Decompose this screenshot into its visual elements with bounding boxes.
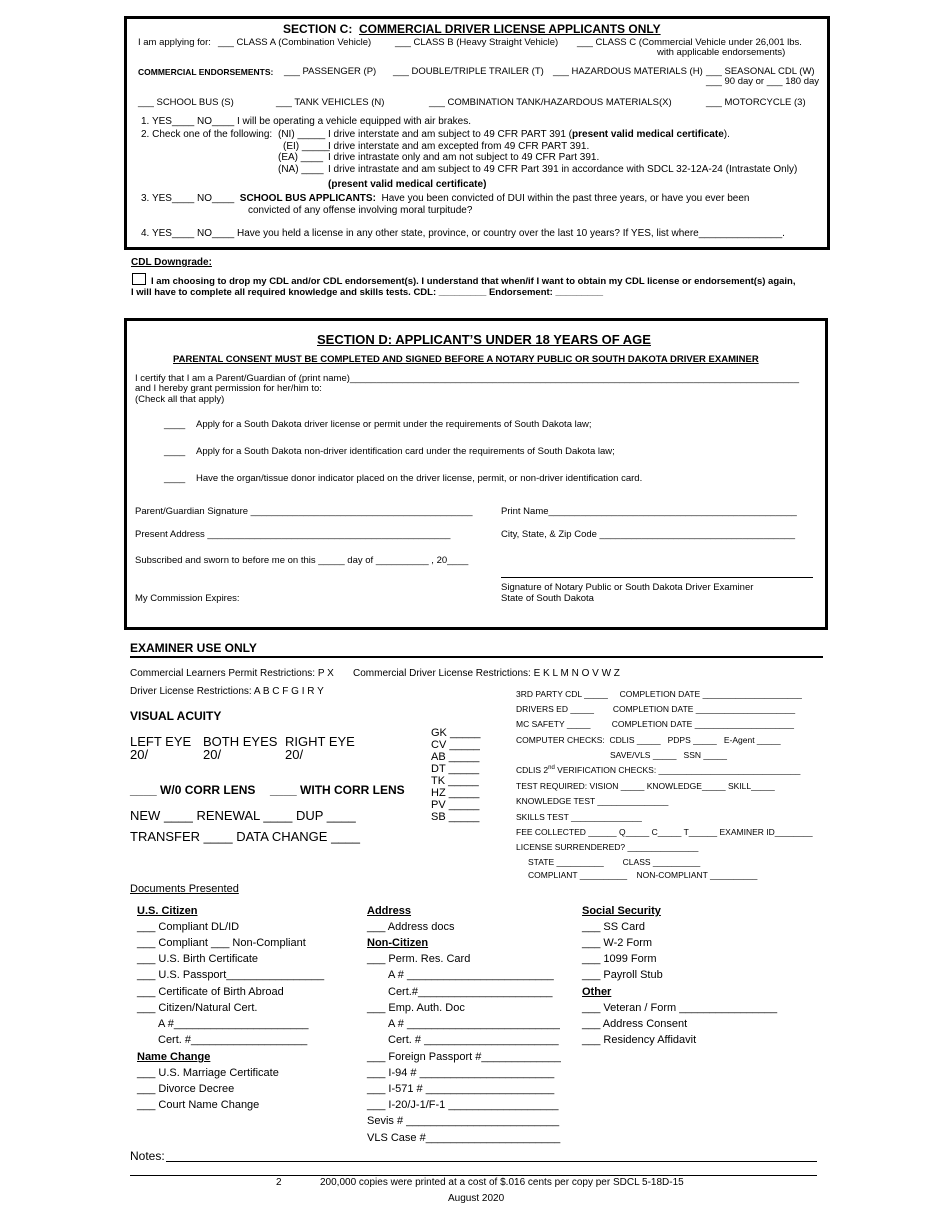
parent-signature-field[interactable]: Parent/Guardian Signature __________________________________________ <box>135 506 473 517</box>
medical-ea-code[interactable]: (EA) ____ <box>278 152 324 163</box>
non-citizen-item[interactable]: ___ Emp. Auth. Doc <box>367 1002 465 1014</box>
cdl-downgrade-title: CDL Downgrade: <box>131 257 212 268</box>
printing-cost-note: 200,000 copies were printed at a cost of $.016 cents per copy per SDCL 5-18D-15 <box>320 1177 684 1188</box>
us-citizen-item[interactable]: Cert. #___________________ <box>158 1034 308 1046</box>
check-all-line: (Check all that apply) <box>135 394 225 405</box>
endorsement-code[interactable]: AB _____ <box>431 751 480 763</box>
social-security-title: Social Security <box>582 905 661 917</box>
us-citizen-item[interactable]: ___ U.S. Passport________________ <box>137 969 325 981</box>
us-citizen-item[interactable]: ___ Certificate of Birth Abroad <box>137 986 284 998</box>
name-change-item[interactable]: ___ Court Name Change <box>137 1099 260 1111</box>
other-item[interactable]: ___ Address Consent <box>582 1018 688 1030</box>
endorsement-code[interactable]: PV _____ <box>431 799 480 811</box>
fee-collected[interactable]: FEE COLLECTED ______ Q_____ C_____ T______ EXAMINER ID________ <box>516 827 813 837</box>
endorsement-code[interactable]: HZ _____ <box>431 787 480 799</box>
consent-option-2-blank[interactable]: ____ <box>164 446 186 457</box>
social-security-item[interactable]: ___ 1099 Form <box>582 953 657 965</box>
endorsement-code[interactable]: CV _____ <box>431 739 480 751</box>
us-citizen-item[interactable]: ___ Citizen/Natural Cert. <box>137 1002 258 1014</box>
us-citizen-item[interactable]: ___ Compliant ___ Non-Compliant <box>137 937 306 949</box>
knowledge-test[interactable]: KNOWLEDGE TEST _______________ <box>516 796 669 806</box>
social-security-item[interactable]: ___ W-2 Form <box>582 937 653 949</box>
visual-acuity-title: VISUAL ACUITY <box>130 709 222 723</box>
present-address-field[interactable]: Present Address ______________________________________________ <box>135 529 451 540</box>
endorsement-tank[interactable]: ___ TANK VEHICLES (N) <box>276 97 385 108</box>
medical-na-note: (present valid medical certificate) <box>328 179 487 190</box>
drivers-ed[interactable]: DRIVERS ED _____ COMPLETION DATE _____________________ <box>516 704 796 714</box>
notes-line-1[interactable] <box>166 1161 817 1162</box>
grant-line: and I hereby grant permission for her/him to: <box>135 383 322 394</box>
cdl-restrictions: Commercial Driver License Restrictions: E K L M N O V W Z <box>353 668 620 679</box>
non-citizen-item[interactable]: ___ I-20/J-1/F-1 __________________ <box>367 1099 559 1111</box>
question-school-bus-cont: convicted of any offense involving moral turpitude? <box>248 205 473 216</box>
name-change-item[interactable]: ___ U.S. Marriage Certificate <box>137 1067 279 1079</box>
non-citizen-title: Non-Citizen <box>367 937 429 949</box>
seasonal-days[interactable]: ___ 90 day or ___ 180 day <box>706 76 820 87</box>
city-state-zip-field[interactable]: City, State, & Zip Code _____________________________________ <box>501 529 796 540</box>
consent-option-2: Apply for a South Dakota non-driver identification card under the requirements of South Dakota law; <box>196 446 615 457</box>
section-d-subtitle: PARENTAL CONSENT MUST BE COMPLETED AND SIGNED BEFORE A NOTARY PUBLIC OR SOUTH DAKOTA DRIVER EXAMINER <box>173 354 759 365</box>
right-eye-value[interactable]: 20/ <box>285 747 304 762</box>
third-party-cdl[interactable]: 3RD PARTY CDL _____ COMPLETION DATE _____________________ <box>516 689 802 699</box>
us-citizen-item[interactable]: ___ U.S. Birth Certificate <box>137 953 259 965</box>
section-d-title: SECTION D: APPLICANT’S UNDER 18 YEARS OF AGE <box>317 332 651 347</box>
other-title: Other <box>582 986 612 998</box>
consent-option-3-blank[interactable]: ____ <box>164 473 186 484</box>
endorsement-seasonal[interactable]: ___ SEASONAL CDL (W) <box>706 66 815 77</box>
new-renewal-dup[interactable]: NEW ____ RENEWAL ____ DUP ____ <box>130 808 356 823</box>
endorsements-label: COMMERCIAL ENDORSEMENTS: <box>138 67 274 77</box>
cdl-downgrade-checkbox[interactable] <box>132 273 146 285</box>
with-corr-lens[interactable]: ____ WITH CORR LENS <box>270 783 405 797</box>
compliance[interactable]: COMPLIANT __________ NON-COMPLIANT __________ <box>528 870 758 880</box>
endorsement-double-triple[interactable]: ___ DOUBLE/TRIPLE TRAILER (T) <box>393 66 544 77</box>
endorsement-school-bus[interactable]: ___ SCHOOL BUS (S) <box>138 97 234 108</box>
non-citizen-item[interactable]: VLS Case #______________________ <box>367 1132 561 1144</box>
left-eye-value[interactable]: 20/ <box>130 747 149 762</box>
notes-line-2[interactable] <box>130 1175 817 1176</box>
certify-line[interactable]: I certify that I am a Parent/Guardian of (print name)_____________________________________________________________________________________ <box>135 373 799 384</box>
class-c-note: with applicable endorsements) <box>657 47 786 58</box>
non-citizen-item[interactable]: Cert.#______________________ <box>388 986 553 998</box>
notary-signature-line[interactable] <box>501 577 813 578</box>
revision-date: August 2020 <box>448 1193 505 1204</box>
save-vls-ssn[interactable]: SAVE/VLS _____ SSN _____ <box>610 750 728 760</box>
social-security-item[interactable]: ___ Payroll Stub <box>582 969 663 981</box>
class-c-option[interactable]: ___ CLASS C (Commercial Vehicle under 26,001 lbs. <box>577 37 802 48</box>
us-citizen-item[interactable]: A #______________________ <box>158 1018 309 1030</box>
question-medical-intro: 2. Check one of the following: <box>141 129 273 140</box>
page-number: 2 <box>276 1177 282 1188</box>
endorsement-code[interactable]: SB _____ <box>431 811 480 823</box>
state-class[interactable]: STATE __________ CLASS __________ <box>528 857 701 867</box>
dl-restrictions: Driver License Restrictions: A B C F G I R Y <box>130 686 324 697</box>
class-b-option[interactable]: ___ CLASS B (Heavy Straight Vehicle) <box>395 37 559 48</box>
examiner-title: EXAMINER USE ONLY <box>130 641 257 655</box>
endorsement-hazmat[interactable]: ___ HAZARDOUS MATERIALS (H) <box>553 66 703 77</box>
consent-option-1: Apply for a South Dakota driver license or permit under the requirements of South Dakota law; <box>196 419 592 430</box>
notary-state-label: State of South Dakota <box>501 593 594 604</box>
test-required[interactable]: TEST REQUIRED: VISION _____ KNOWLEDGE_____ SKILL_____ <box>516 781 775 791</box>
notes-label: Notes: <box>130 1149 165 1163</box>
section-c-title: SECTION C: COMMERCIAL DRIVER LICENSE APPLICANTS ONLY <box>283 22 661 36</box>
non-citizen-item[interactable]: Sevis # _________________________ <box>367 1115 560 1127</box>
license-surrendered[interactable]: LICENSE SURRENDERED? _______________ <box>516 842 699 852</box>
medical-na-code[interactable]: (NA) ____ <box>278 164 324 175</box>
medical-ei-code[interactable]: (EI) _____ <box>283 141 330 152</box>
non-citizen-item[interactable]: ___ Perm. Res. Card <box>367 953 471 965</box>
consent-option-1-blank[interactable]: ____ <box>164 419 186 430</box>
cdl-downgrade-text-2[interactable]: I will have to complete all required knowledge and skills tests. CDL: _________ Endorsement: _________ <box>131 287 604 298</box>
consent-option-3: Have the organ/tissue donor indicator placed on the driver license, permit, or non-driver identification card. <box>196 473 643 484</box>
us-citizen-item[interactable]: ___ Compliant DL/ID <box>137 921 240 933</box>
endorsement-code[interactable]: GK _____ <box>431 727 481 739</box>
medical-na-text: I drive intrastate and am subject to 49 CFR Part 391 in accordance with SDCL 32-12A-24 (Intrastate Only) <box>328 164 798 175</box>
non-citizen-item[interactable]: ___ Foreign Passport #_____________ <box>367 1051 561 1063</box>
transfer-data-change[interactable]: TRANSFER ____ DATA CHANGE ____ <box>130 829 360 844</box>
medical-ni-text: I drive interstate and am subject to 49 CFR PART 391 (present valid medical certificate). <box>328 129 730 140</box>
documents-title: Documents Presented <box>130 883 239 895</box>
non-citizen-item[interactable]: ___ I-571 # _____________________ <box>367 1083 555 1095</box>
both-eyes-label: BOTH EYES <box>203 734 278 749</box>
other-item[interactable]: ___ Veteran / Form ________________ <box>582 1002 778 1014</box>
endorsement-code[interactable]: TK _____ <box>431 775 479 787</box>
mc-safety[interactable]: MC SAFETY _____ COMPLETION DATE _____________________ <box>516 719 794 729</box>
skills-test[interactable]: SKILLS TEST _______________ <box>516 812 642 822</box>
endorsement-combo-tank[interactable]: ___ COMBINATION TANK/HAZARDOUS MATERIALS(X) <box>429 97 672 108</box>
address-title: Address <box>367 905 412 917</box>
applying-for-label: I am applying for: <box>138 37 211 48</box>
right-eye-label: RIGHT EYE <box>285 734 355 749</box>
commission-expires: My Commission Expires: <box>135 593 240 604</box>
endorsement-code[interactable]: DT _____ <box>431 763 480 775</box>
print-name-field[interactable]: Print Name_______________________________________________ <box>501 506 797 517</box>
name-change-item[interactable]: ___ Divorce Decree <box>137 1083 235 1095</box>
sworn-line[interactable]: Subscribed and sworn to before me on this _____ day of __________ , 20____ <box>135 555 469 566</box>
non-citizen-item[interactable]: A # _________________________ <box>388 1018 560 1030</box>
medical-ea-text: I drive intrastate only and am not subject to 49 CFR Part 391. <box>328 152 600 163</box>
without-corr-lens[interactable]: ____ W/0 CORR LENS <box>130 783 256 797</box>
cdl-downgrade-text-1: I am choosing to drop my CDL and/or CDL endorsement(s). I understand that when/if I want to obtain my CDL license or endorsement(s) again, <box>151 276 796 287</box>
address-docs[interactable]: ___ Address docs <box>367 921 455 933</box>
endorsement-motorcycle[interactable]: ___ MOTORCYCLE (3) <box>706 97 806 108</box>
us-citizen-title: U.S. Citizen <box>137 905 198 917</box>
social-security-item[interactable]: ___ SS Card <box>582 921 645 933</box>
left-eye-label: LEFT EYE <box>130 734 192 749</box>
medical-ni-code[interactable]: (NI) _____ <box>278 129 326 140</box>
computer-checks[interactable]: COMPUTER CHECKS: CDLIS _____ PDPS _____ E-Agent _____ <box>516 735 781 745</box>
notary-signature-label: Signature of Notary Public or South Dakota Driver Examiner <box>501 582 754 593</box>
non-citizen-item[interactable]: ___ I-94 # ______________________ <box>367 1067 555 1079</box>
other-item[interactable]: ___ Residency Affidavit <box>582 1034 697 1046</box>
question-air-brakes[interactable]: 1. YES____ NO____ I will be operating a vehicle equipped with air brakes. <box>141 116 472 127</box>
clp-restrictions: Commercial Learners Permit Restrictions: P X <box>130 668 334 679</box>
question-other-license[interactable]: 4. YES____ NO____ Have you held a license in any other state, province, or country over the last 10 years? If YES, list where_______________. <box>141 228 785 239</box>
both-eyes-value[interactable]: 20/ <box>203 747 222 762</box>
name-change-title: Name Change <box>137 1051 211 1063</box>
non-citizen-item[interactable]: Cert. # ______________________ <box>388 1034 559 1046</box>
question-school-bus[interactable]: 3. YES____ NO____ SCHOOL BUS APPLICANTS: Have you been convicted of DUI within the past three years, or have you ever been <box>141 193 750 204</box>
non-citizen-item[interactable]: A # ________________________ <box>388 969 554 981</box>
cdlis-second-check[interactable]: CDLIS 2nd VERIFICATION CHECKS: ______________________________ <box>516 765 801 775</box>
medical-ei-text: I drive interstate and am excepted from 49 CFR PART 391. <box>328 141 590 152</box>
endorsement-passenger[interactable]: ___ PASSENGER (P) <box>284 66 377 77</box>
class-a-option[interactable]: ___ CLASS A (Combination Vehicle) <box>218 37 372 48</box>
examiner-divider <box>130 656 823 658</box>
